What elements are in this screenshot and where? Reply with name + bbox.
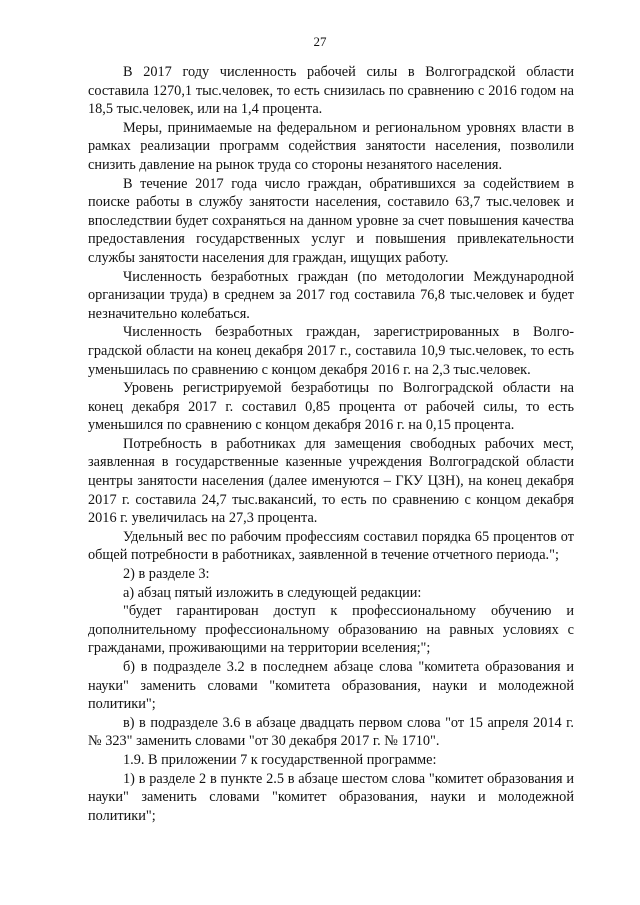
- paragraph-ilo-unemployed: Численность безработных граждан (по методологии Международной организации труда) в среднем за 2017 год составила 76,8 тыс.человек и будет незначительно колебаться.: [88, 268, 574, 322]
- paragraph-workforce-demand: Потребность в работниках для замещения свободных рабочих мест, заявленная в государственные казенные учреждения Волгоградской области центры занятости населения (далее именуются – ГКУ ЦЗН), на конец декабря 2017 г. составила 24,7 тыс.вакансий, то есть по сравнению с концом декабря 2016 г. увеличилась на 27,3 процента.: [88, 435, 574, 527]
- paragraph-unemployment-rate: Уровень регистрируемой безработицы по Волгоградской области на конец декабря 2017 г. составил 0,85 процента от рабочей силы, то есть уменьшился по сравнению с концом декабря 2016 г. на 0,15 процента.: [88, 380, 574, 434]
- paragraph-worker-professions: Удельный вес по рабочим профессиям составил порядка 65 процентов от общей потребности в работниках, заявленной в течение отчетного периода.";: [88, 528, 574, 564]
- paragraph-registered-unemployed: Численность безработных граждан, зарегистрированных в Волго-градской области на конец декабря 2017 г., составила 10,9 тыс.человек, то есть уменьшилась по сравнению с концом декабря 2016 г. на 2,3 тыс.человек.: [88, 324, 574, 378]
- paragraph-section-3: 2) в разделе 3:: [123, 566, 210, 583]
- paragraph-guaranteed-access: "будет гарантирован доступ к профессиональному обучению и дополнительному профессиональному образованию на равных условиях с гражданами, проживающими на территории вселения;";: [88, 603, 574, 657]
- paragraph-job-seekers: В течение 2017 года число граждан, обратившихся за содействием в поиске работы в службу занятости населения, составило 63,7 тыс.человек и впоследствии будет сохраняться на данном уровне за счет повышения качества предоставления государственных услуг и повышения привлекательности службы занятости населения для граждан, ищущих работу.: [88, 175, 574, 266]
- paragraph-item-v: в) в подразделе 3.6 в абзаце двадцать первом слова "от 15 апреля 2014 г. № 323" заменить словами "от 30 декабря 2017 г. № 1710".: [88, 714, 574, 750]
- paragraph-item-a: а) абзац пятый изложить в следующей редакции:: [123, 584, 422, 601]
- paragraph-labor-force: В 2017 году численность рабочей силы в Волгоградской области составила 1270,1 тыс.человек, то есть снизилась по сравнению с 2016 годом на 18,5 тыс.человек, или на 1,4 процента.: [88, 64, 574, 118]
- paragraph-item-1: 1) в разделе 2 в пункте 2.5 в абзаце шестом слова "комитет образования и науки" заменить словами "комитет образования, науки и молодежной политики";: [88, 770, 574, 824]
- paragraph-appendix-7: 1.9. В приложении 7 к государственной программе:: [123, 751, 437, 768]
- document-body: [88, 63, 574, 825]
- paragraph-item-b: б) в подразделе 3.2 в последнем абзаце слова "комитета образования и науки" заменить словами "комитета образования, науки и молодежной политики";: [88, 659, 574, 713]
- paragraph-measures: Меры, принимаемые на федеральном и региональном уровнях власти в рамках реализации программ содействия занятости населения, позволили снизить давление на рынок труда со стороны незанятого населения.: [88, 119, 574, 173]
- page-number: 27: [313, 34, 327, 49]
